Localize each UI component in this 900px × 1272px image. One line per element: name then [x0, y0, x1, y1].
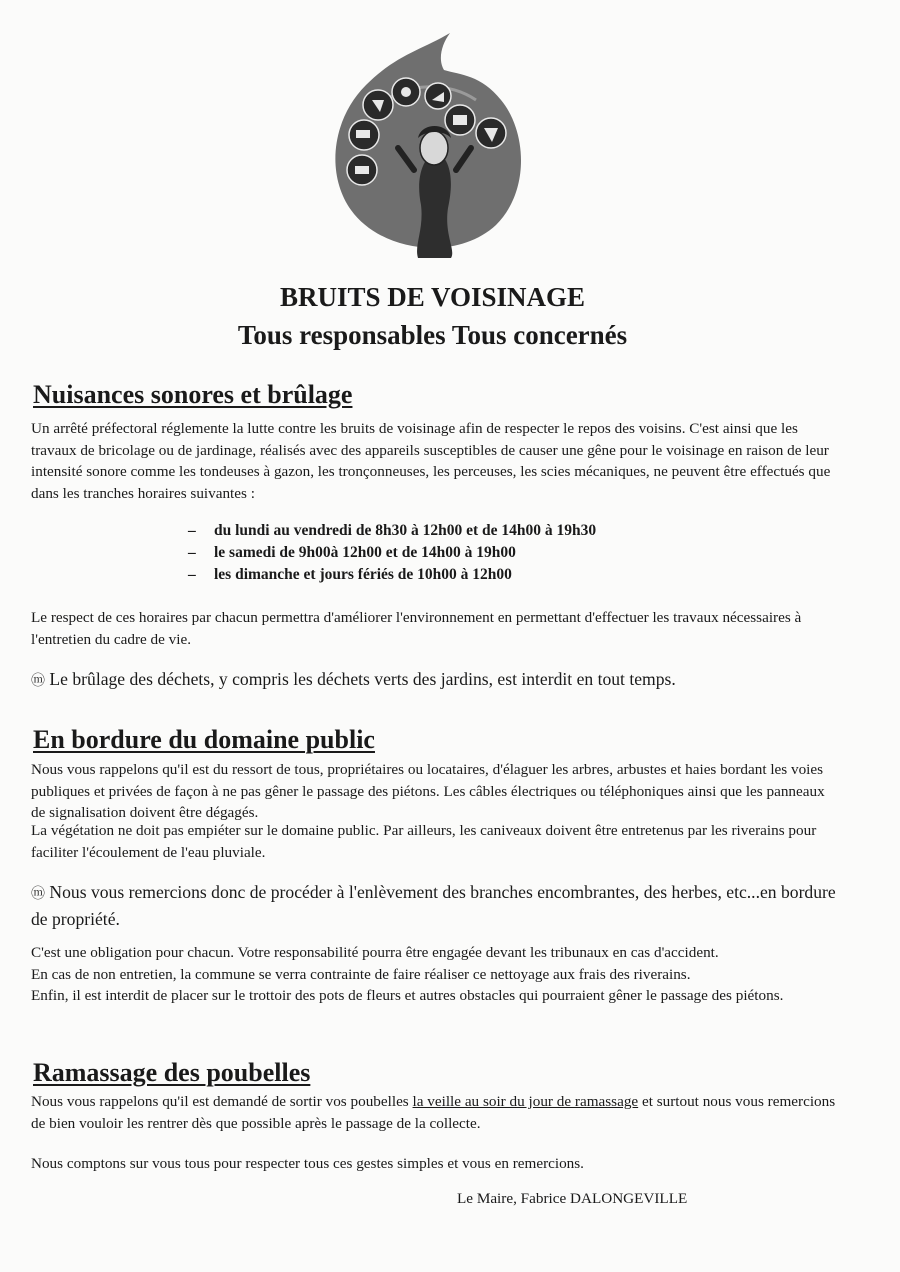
burning-notice [31, 667, 851, 694]
burning-text: Le brûlage des déchets, y compris les déchets verts des jardins, est interdit en tout temps. [49, 669, 676, 689]
section-heading-poubelles: Ramassage des poubelles [33, 1058, 311, 1087]
fingers-crossed-icon: ⓜ [31, 674, 45, 689]
dash-icon: – [188, 522, 196, 539]
section2-p2: La végétation ne doit pas empiéter sur le domaine public. Par ailleurs, les caniveaux doivent être entretenus par les riverains pour faciliter l'écoulement de l'eau pluviale. [31, 822, 817, 861]
thanks-notice [31, 880, 851, 931]
schedule-list [188, 520, 596, 586]
fingers-crossed-icon: ⓜ [31, 887, 45, 902]
section3-p1: Nous vous rappelons qu'il est demandé de sortir vos poubelles la veille au soir du jour de ramassage et surtout nous vous remercions de bien vouloir les rentrer dès que possible après le passage de la collecte. [31, 1093, 836, 1132]
section1-intro: Un arrêté préfectoral réglemente la lutte contre les bruits de voisinage afin de respecter le repos des voisins. C'est ainsi que les travaux de bricolage ou de jardinage, réalisés avec des appareils susceptibles de causer une gêne pour le voisinage en raison de leur intensité sonore comme les tondeuses à gazon, les tronçonneuses, les perceuses, les scies mécaniques, ne peuvent être effectués que dans les tranches horaires suivantes : [31, 420, 831, 502]
dash-icon: – [188, 544, 196, 561]
noisy-neighbour-drop-icon [326, 30, 526, 265]
collection-day-emphasis: la veille au soir du jour de ramassage [412, 1093, 639, 1110]
thanks-text: Nous vous remercions donc de procéder à l'enlèvement des branches encombrantes, des herbes, etc...en bordure de propriété. [31, 882, 836, 929]
section-heading-domaine-public: En bordure du domaine public [33, 725, 375, 754]
list-item: – du lundi au vendredi de 8h30 à 12h00 et de 14h00 à 19h30 [188, 520, 596, 542]
section-heading-nuisances: Nuisances sonores et brûlage [33, 380, 353, 409]
page-title: BRUITS DE VOISINAGE [279, 282, 586, 312]
page-subtitle: Tous responsables Tous concernés [237, 320, 628, 350]
signature: Le Maire, Fabrice DALONGEVILLE [457, 1190, 688, 1207]
list-item: – les dimanche et jours fériés de 10h00 à 12h00 [188, 564, 596, 586]
section2-p3: C'est une obligation pour chacun. Votre responsabilité pourra être engagée devant les tribunaux en cas d'accident. En cas de non entretien, la commune se verra contrainte de faire réaliser ce nettoyage aux frais des riverains. Enfin, il est interdit de placer sur le trottoir des pots de fleurs et autres obstacles qui pourraient gêner le passage des piétons. [31, 944, 784, 1005]
section1-respect: Le respect de ces horaires par chacun permettra d'améliorer l'environnement en permettant d'effectuer les travaux nécessaires à l'entretien du cadre de vie. [31, 609, 802, 648]
section3-p2: Nous comptons sur vous tous pour respecter tous ces gestes simples et vous en remercions. [31, 1155, 584, 1172]
section2-p1: Nous vous rappelons qu'il est du ressort de tous, propriétaires ou locataires, d'élaguer les arbres, arbustes et haies bordant les voies publiques et privées de façon à ne pas gêner le passage des piétons. Les câbles électriques ou téléphoniques ainsi que les panneaux de signalisation doivent être dégagés. [31, 761, 825, 822]
list-item: – le samedi de 9h00à 12h00 et de 14h00 à 19h00 [188, 542, 596, 564]
dash-icon: – [188, 566, 196, 583]
